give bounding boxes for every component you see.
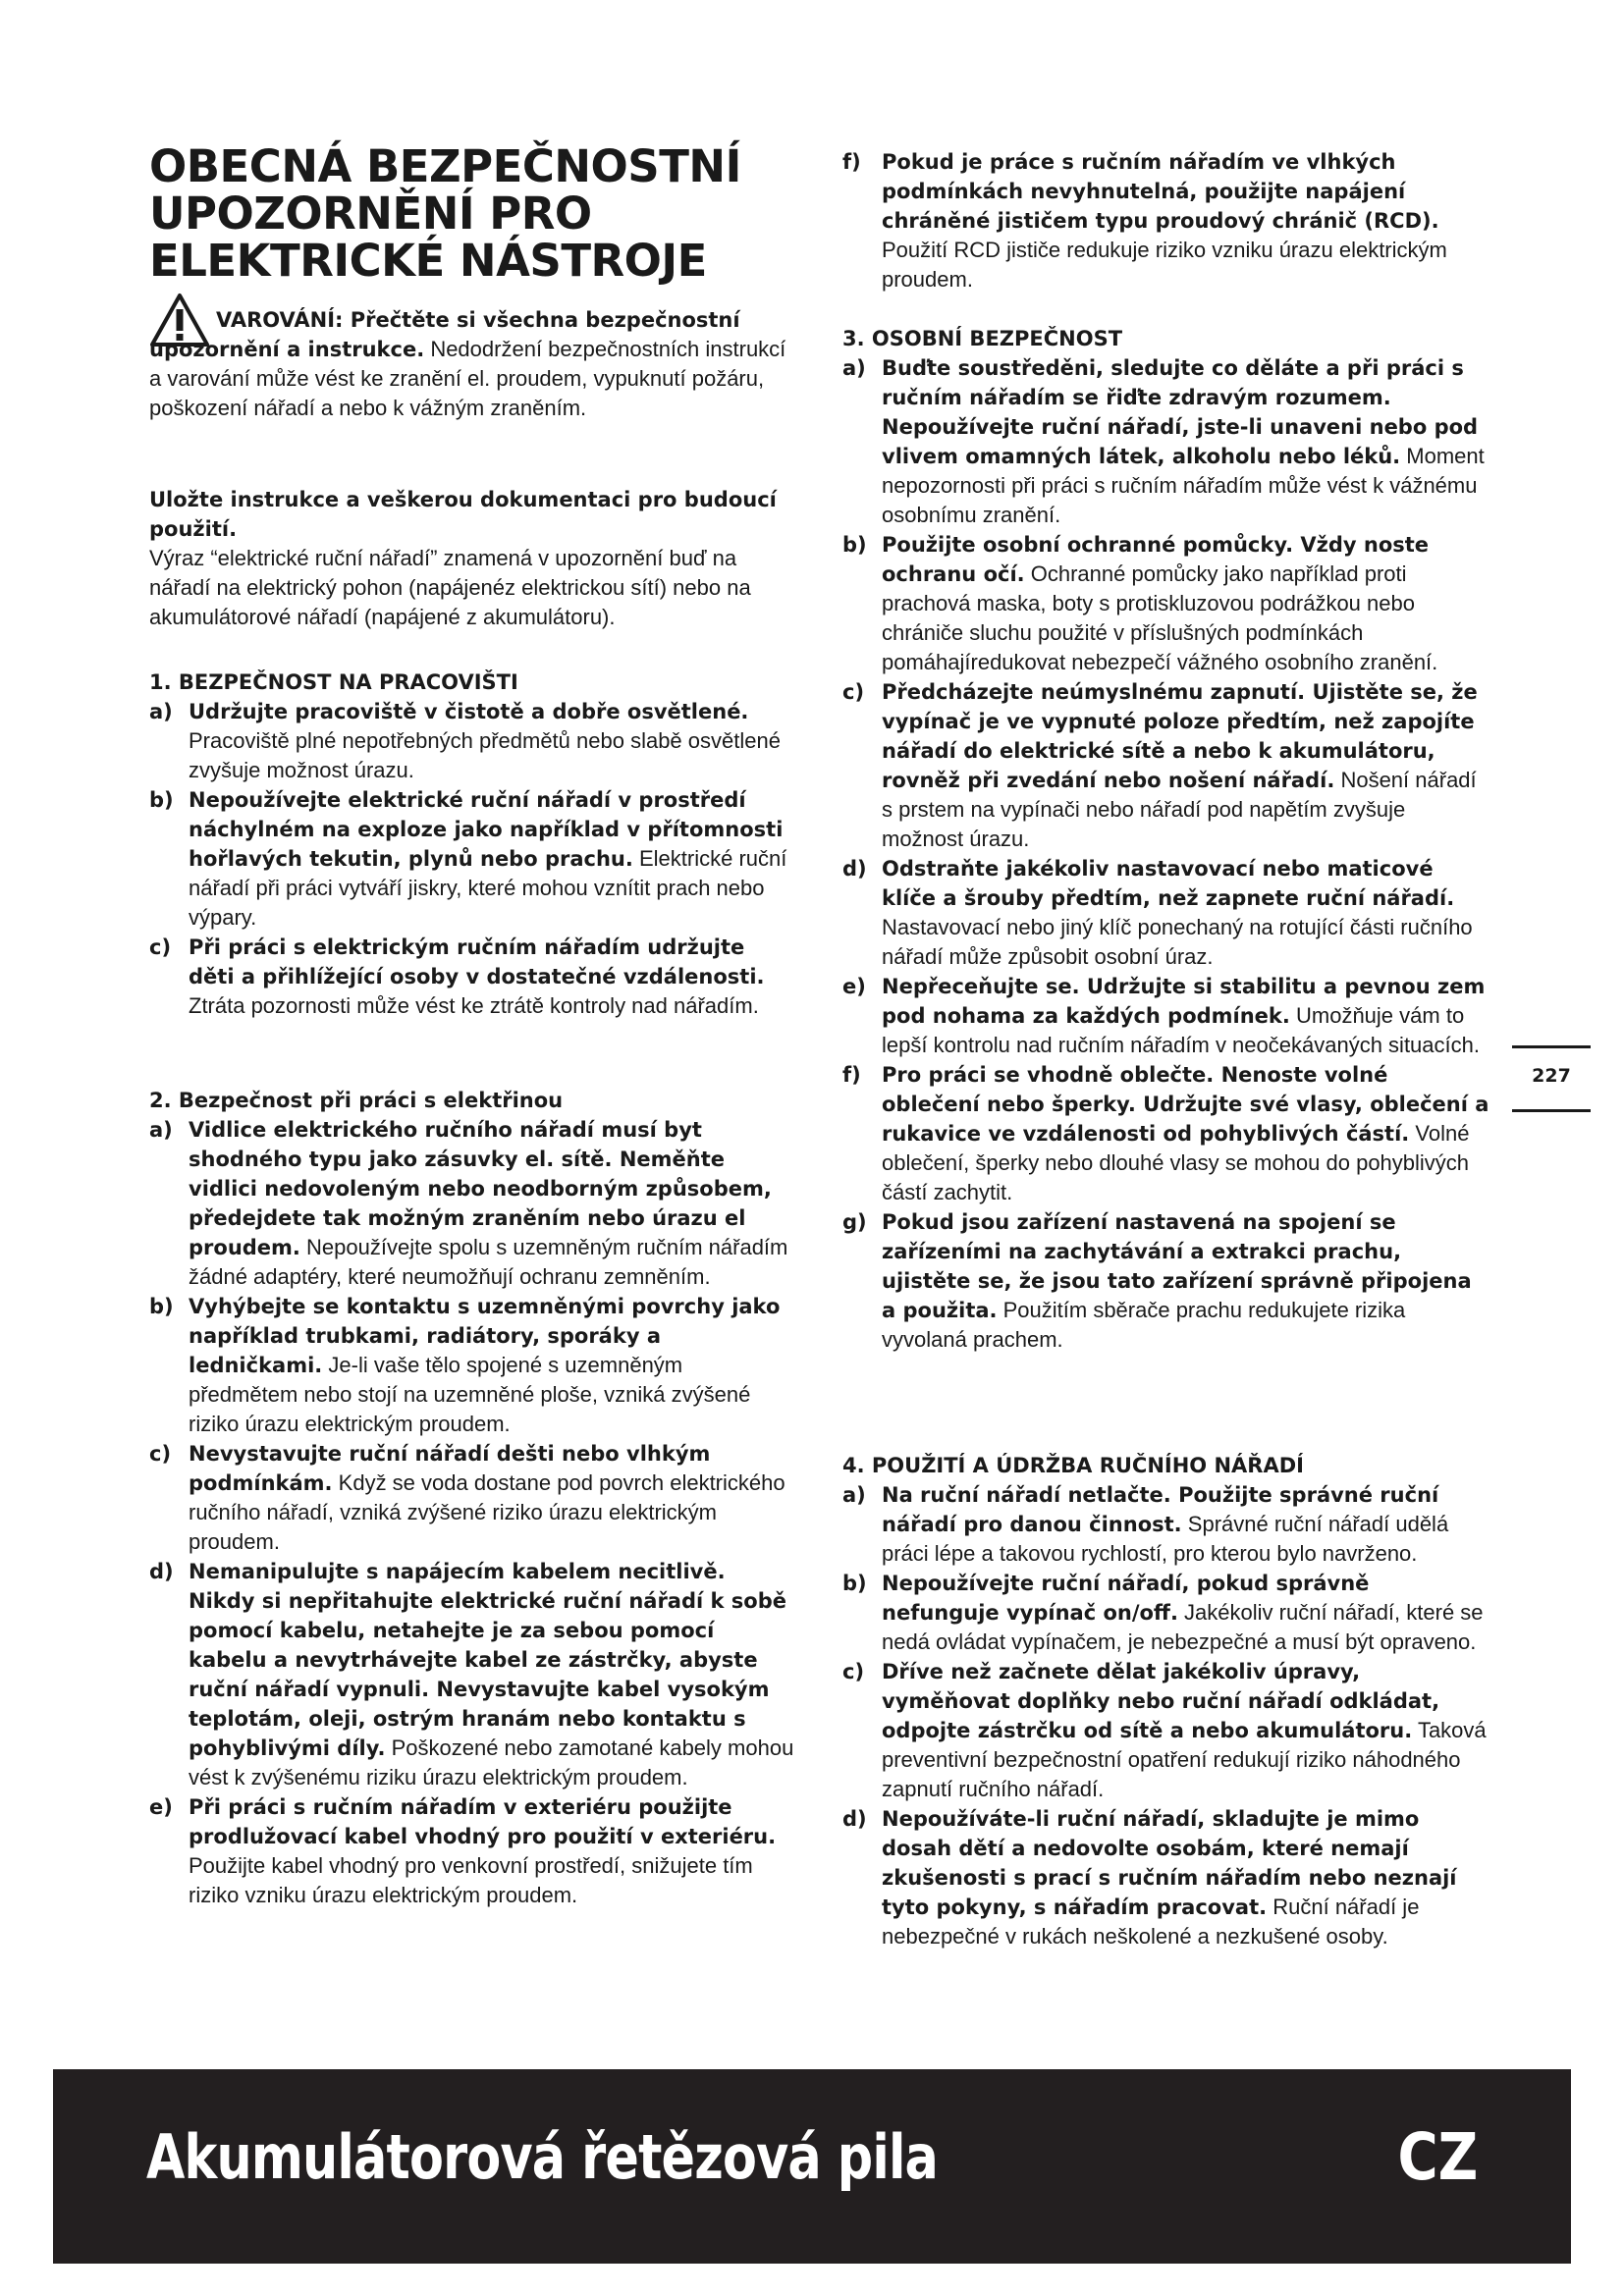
item-text: Ztráta pozornosti může vést ke ztrátě kontroly nad nářadím. — [189, 993, 759, 1018]
page-number-text: 227 — [1532, 1065, 1571, 1087]
s4-item-d — [842, 1804, 1490, 1951]
keep-paragraph — [149, 485, 797, 632]
item-text: Správné ruční nářadí udělá práci lépe a takovou rychlostí, pro kterou bylo navrženo. — [882, 1512, 1449, 1566]
item-bold: Při práci s elektrickým ručním nářadím udržujte děti a přihlížející osoby v dostatečné vzdálenosti. — [189, 935, 765, 988]
item-letter: e) — [149, 1795, 173, 1819]
item-letter: f) — [842, 150, 861, 174]
section-1-heading: 1. BEZPEČNOST NA PRACOVIŠTI — [149, 670, 518, 694]
title-line-3: ELEKTRICKÉ NÁSTROJE — [149, 235, 707, 287]
section-4-heading: 4. POUŽITÍ A ÚDRŽBA RUČNÍHO NÁŘADÍ — [842, 1454, 1304, 1477]
item-letter: f) — [842, 1063, 861, 1087]
item-bold: Nemanipulujte s napájecím kabelem necitlivě. Nikdy si nepřitahujte elektrické ruční nářadí k sobě pomocí kabelu, netahejte je za sebou pomocí kabelu a nevytrhávejte kabel ze zástrčky, abyste ruční nářadí vypnuli. Nevystavujte kabel vysokým teplotám, oleji, ostrým hranám nebo kontaktu s pohyblivými díly. — [189, 1560, 786, 1760]
s1-item-a — [149, 697, 797, 785]
item-bold: Nepoužívejte ruční nářadí, pokud správně nefunguje vypínač on/off. — [882, 1572, 1370, 1625]
section-2-continued — [842, 147, 1490, 294]
s4-item-a — [842, 1480, 1490, 1569]
s2-item-a — [149, 1115, 797, 1292]
item-letter: a) — [842, 1483, 866, 1507]
item-text: Použitím sběrače prachu redukujete rizika vyvolaná prachem. — [882, 1298, 1406, 1352]
footer-bar — [53, 2069, 1571, 2264]
s3-item-b — [842, 530, 1490, 677]
item-text: Moment nepozornosti při práci s ručním nářadím může vést k vážnému osobnímu zranění. — [882, 444, 1485, 527]
item-text: Ruční nářadí je nebezpečné v rukách neškolené a nezkušené osoby. — [882, 1895, 1420, 1949]
item-letter: c) — [842, 680, 865, 704]
item-letter: e) — [842, 975, 866, 998]
s4-item-c — [842, 1657, 1490, 1804]
item-letter: a) — [149, 700, 173, 723]
section-1 — [149, 667, 797, 1021]
title-line-1: OBECNÁ BEZPEČNOSTNÍ — [149, 140, 741, 192]
item-bold: Vidlice elektrického ručního nářadí musí byt shodného typu jako zásuvky el. sítě. Neměňte vidlici nedovoleným nebo neodborným způsobem, předejdete tak možným zraněním nebo úrazu el proudem. — [189, 1118, 772, 1259]
item-letter: b) — [149, 1295, 174, 1318]
item-letter: a) — [842, 356, 866, 380]
s3-item-e — [842, 972, 1490, 1060]
item-letter: b) — [842, 1572, 867, 1595]
item-text: Použijte kabel vhodný pro venkovní prostředí, snižujete tím riziko vzniku úrazu elektrickým proudem. — [189, 1853, 753, 1907]
item-text: Umožňuje vám to lepší kontrolu nad ručním nářadím v neočekávaných situacích. — [882, 1003, 1480, 1057]
s1-item-c — [149, 933, 797, 1021]
item-text: Nepoužívejte spolu s uzemněným ručním nářadím žádné adaptéry, které neumožňují ochranu zemněním. — [189, 1235, 788, 1289]
item-letter: d) — [842, 1807, 867, 1831]
section-3 — [842, 324, 1490, 1355]
title-line-2: UPOZORNĚNÍ PRO — [149, 187, 592, 240]
s1-item-b — [149, 785, 797, 933]
item-bold: Použijte osobní ochranné pomůcky. Vždy noste ochranu očí. — [882, 533, 1430, 586]
item-bold: Vyhýbejte se kontaktu s uzemněnými povrchy jako například trubkami, radiátory, sporáky a ledničkami. — [189, 1295, 781, 1377]
page-title — [149, 140, 797, 287]
page-number — [1512, 1045, 1591, 1112]
item-bold: Udržujte pracoviště v čistotě a dobře osvětlené. — [189, 700, 749, 723]
item-bold: Pokud jsou zařízení nastavená na spojení se zařízeními na zachytávání a extrakci prachu, ujistěte se, že jsou tato zařízení správně připojena a použita. — [882, 1210, 1472, 1322]
section-2-heading: 2. Bezpečnost při práci s elektřinou — [149, 1089, 564, 1112]
s2-item-d — [149, 1557, 797, 1792]
item-bold: Při práci s ručním nářadím v exteriéru použijte prodlužovací kabel vhodný pro použití v exteriéru. — [189, 1795, 777, 1848]
item-bold: Buďte soustředěni, sledujte co děláte a při práci s ručním nářadím se řiďte zdravým rozumem. Nepoužívejte ruční nářadí, jste-li unaveni nebo pod vlivem omamných látek, alkoholu nebo léků. — [882, 356, 1479, 468]
keep-instructions-block — [149, 485, 797, 632]
item-letter: b) — [842, 533, 867, 557]
item-text: Nošení nářadí s prstem na vypínači nebo nářadí pod napětím zvyšuje možnost úrazu. — [882, 768, 1477, 851]
item-text: Jakékoliv ruční nářadí, které se nedá ovládat vypínačem, je nebezpečné a musí být opraveno. — [882, 1600, 1484, 1654]
item-letter: c) — [149, 935, 172, 959]
item-bold: Nevystavujte ruční nářadí dešti nebo vlhkým podmínkám. — [189, 1442, 711, 1495]
item-bold: Na ruční nářadí netlačte. Použijte správné ruční nářadí pro danou činnost. — [882, 1483, 1439, 1536]
section-2 — [149, 1086, 797, 1910]
s2-item-f — [842, 147, 1490, 294]
item-text: Nastavovací nebo jiný klíč ponechaný na rotující části ručního nářadí může způsobit osobní úraz. — [882, 915, 1473, 969]
item-letter: d) — [842, 857, 867, 881]
s3-item-g — [842, 1207, 1490, 1355]
item-letter: b) — [149, 788, 174, 812]
keep-text: Výraz “elektrické ruční nářadí” znamená v upozornění buď na nářadí na elektrický pohon (napájenéz elektrickou sítí) nebo na akumulátorové nářadí (napájené z akumulátoru). — [149, 546, 751, 629]
section-4 — [842, 1451, 1490, 1951]
warning-block — [149, 305, 797, 423]
s3-item-c — [842, 677, 1490, 854]
item-text: Pracoviště plné nepotřebných předmětů nebo slabě osvětlené zvyšuje možnost úrazu. — [189, 728, 781, 782]
item-letter: d) — [149, 1560, 174, 1583]
section-3-heading: 3. OSOBNÍ BEZPEČNOST — [842, 327, 1123, 350]
item-bold: Dříve než začnete dělat jakékoliv úpravy, vyměňovat doplňky nebo ruční nářadí odkládat, odpojte zástrčku od sítě a nebo akumulátoru. — [882, 1660, 1440, 1742]
footer-title: Akumulátorová řetězová pila — [146, 2121, 939, 2193]
s3-item-d — [842, 854, 1490, 972]
item-bold: Nepoužíváte-li ruční nářadí, skladujte je mimo dosah dětí a nedovolte osobám, které nemají zkušenosti s prací s ručním nářadím nebo neznají tyto pokyny, s nářadím pracovat. — [882, 1807, 1457, 1919]
s2-item-e — [149, 1792, 797, 1910]
s2-item-b — [149, 1292, 797, 1439]
item-bold: Odstraňte jakékoliv nastavovací nebo maticové klíče a šrouby předtím, než zapnete ruční nářadí. — [882, 857, 1455, 910]
item-bold: Pro práci se vhodně oblečte. Nenoste volné oblečení nebo šperky. Udržujte své vlasy, oblečení a rukavice ve vzdálenosti od pohyblivých částí. — [882, 1063, 1489, 1146]
item-letter: c) — [149, 1442, 172, 1466]
s2-item-c — [149, 1439, 797, 1557]
item-letter: a) — [149, 1118, 173, 1142]
s3-item-a — [842, 353, 1490, 530]
keep-bold: Uložte instrukce a veškerou dokumentaci pro budoucí použití. — [149, 488, 777, 541]
warning-bold: VAROVÁNÍ: Přečtěte si všechna bezpečnostní upozornění a instrukce. — [149, 308, 740, 361]
item-text: Volné oblečení, šperky nebo dlouhé vlasy se mohou do pohyblivých částí zachytit. — [882, 1121, 1470, 1204]
item-bold: Předcházejte neúmyslnému zapnutí. Ujistěte se, že vypínač je ve vypnuté poloze předtím, než zapojíte nářadí do elektrické sítě a nebo k akumulátoru, rovněž při zvedání nebo nošení nářadí. — [882, 680, 1478, 792]
item-text: Když se voda dostane pod povrch elektrického ručního nářadí, vzniká zvýšené riziko úrazu elektrickým proudem. — [189, 1470, 785, 1554]
s4-item-b — [842, 1569, 1490, 1657]
item-bold: Pokud je práce s ručním nářadím ve vlhkých podmínkách nevyhnutelná, použijte napájení chráněné jističem typu proudový chránič (RCD). — [882, 150, 1439, 233]
item-letter: g) — [842, 1210, 867, 1234]
warning-text: Nedodržení bezpečnostních instrukcí a varování může vést ke zranění el. proudem, vypuknutí požáru, poškození nářadí a nebo k vážným zraněním. — [149, 337, 786, 420]
item-text: Elektrické ruční nářadí při práci vytváří jiskry, které mohou vznítit prach nebo výpary. — [189, 846, 787, 930]
item-letter: c) — [842, 1660, 865, 1683]
footer-language-code: CZ — [1397, 2119, 1478, 2195]
item-bold: Nepřeceňujte se. Udržujte si stabilitu a pevnou zem pod nohama za každých podmínek. — [882, 975, 1486, 1028]
s3-item-f — [842, 1060, 1490, 1207]
item-text: Použití RCD jističe redukuje riziko vzniku úrazu elektrickým proudem. — [882, 238, 1447, 292]
item-text: Taková preventivní bezpečnostní opatření redukují riziko náhodného zapnutí ručního nářadí. — [882, 1718, 1487, 1801]
warning-paragraph — [149, 305, 797, 423]
item-text: Poškozené nebo zamotané kabely mohou vést k zvýšenému riziku úrazu elektrickým proudem. — [189, 1735, 794, 1789]
item-bold: Nepoužívejte elektrické ruční nářadí v prostředí náchylném na exploze jako například v přítomnosti hořlavých tekutin, plynů nebo prachu. — [189, 788, 784, 871]
item-text: Ochranné pomůcky jako například proti prachová maska, boty s protiskluzovou podrážkou nebo chrániče sluchu použité v příslušných podmínkách pomáhajíredukovat nebezpečí vážného osobního zranění. — [882, 561, 1438, 674]
item-text: Je-li vaše tělo spojené s uzemněným předmětem nebo stojí na uzemněné ploše, vzniká zvýšené riziko úrazu elektrickým proudem. — [189, 1353, 751, 1436]
